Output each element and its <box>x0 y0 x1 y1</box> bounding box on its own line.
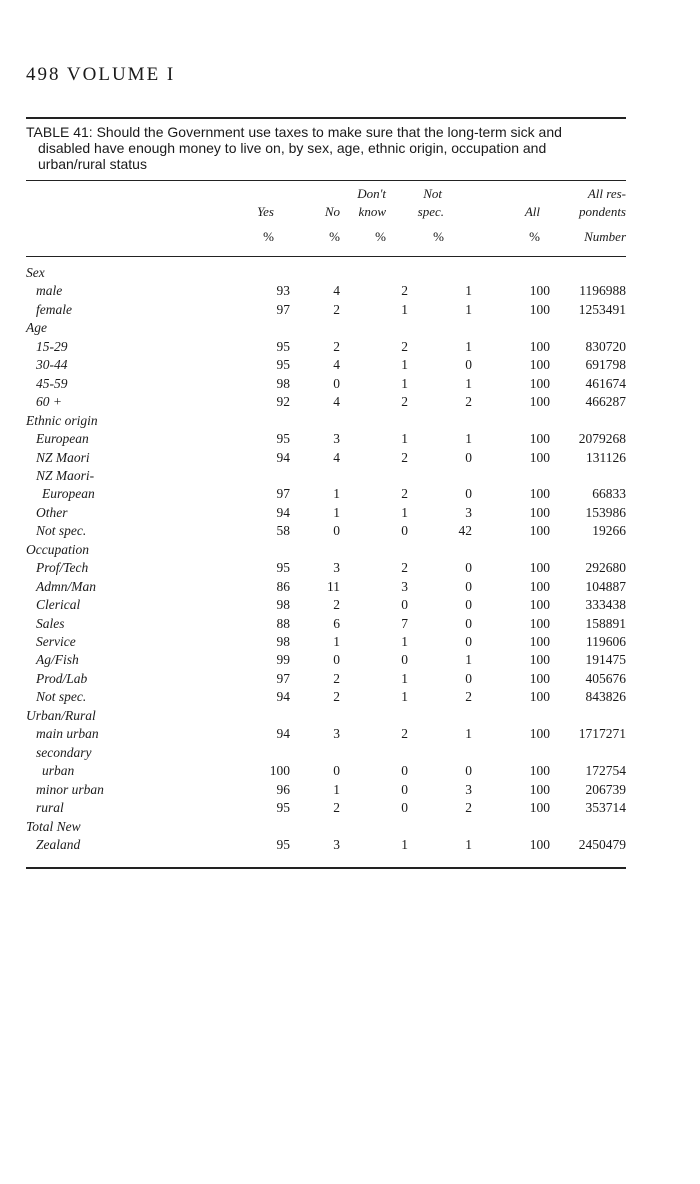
cell-yes: 95 <box>276 357 290 373</box>
table-group-row <box>26 319 626 337</box>
cell-dont-know: 1 <box>401 670 408 686</box>
cell-yes: 99 <box>276 652 290 668</box>
cell-all: 100 <box>529 597 550 613</box>
cell-dont-know: 7 <box>401 615 408 631</box>
col-header-all-pct: % <box>529 229 540 244</box>
row-label: European <box>42 486 95 502</box>
cell-number: 405676 <box>585 670 626 686</box>
cell-number: 66833 <box>592 486 626 502</box>
cell-dont-know: 0 <box>401 652 408 668</box>
cell-all: 100 <box>529 634 550 649</box>
table-row <box>26 301 626 319</box>
row-label: Clerical <box>36 597 81 613</box>
cell-all: 100 <box>529 726 550 742</box>
cell-number: 131126 <box>586 449 626 465</box>
cell-yes: 96 <box>276 781 290 797</box>
cell-yes: 94 <box>276 726 290 742</box>
table-row <box>26 467 626 485</box>
cell-all: 100 <box>529 338 550 354</box>
table-group-row <box>26 818 626 836</box>
cell-not-spec: 2 <box>465 800 472 816</box>
row-label: Admn/Man <box>36 578 96 594</box>
cell-dont-know: 3 <box>401 578 408 594</box>
cell-yes: 92 <box>276 394 290 410</box>
cell-number: 206739 <box>585 781 626 797</box>
cell-number: 843826 <box>585 689 626 705</box>
cell-yes: 58 <box>276 523 290 539</box>
cell-no: 4 <box>333 449 340 465</box>
row-label: Other <box>36 504 68 520</box>
cell-not-spec: 1 <box>465 301 472 317</box>
cell-not-spec: 0 <box>465 486 472 502</box>
row-label: rural <box>36 800 64 816</box>
cell-number: 158891 <box>585 615 626 631</box>
table-group-row <box>26 541 626 559</box>
row-label: Sales <box>36 615 65 631</box>
cell-dont-know: 1 <box>401 301 408 317</box>
row-label: main urban <box>36 726 99 742</box>
cell-all: 100 <box>529 431 550 447</box>
cell-number: 19266 <box>592 523 626 539</box>
cell-no: 4 <box>333 357 340 373</box>
cell-not-spec: 0 <box>465 449 472 465</box>
cell-number: 191475 <box>585 652 626 668</box>
cell-number: 691798 <box>585 357 626 373</box>
cell-no: 2 <box>333 689 340 705</box>
row-label: male <box>36 283 63 299</box>
cell-yes: 94 <box>276 449 290 465</box>
cell-no: 0 <box>333 652 340 668</box>
row-label: 15-29 <box>36 338 68 354</box>
cell-all: 100 <box>529 560 550 576</box>
cell-number: 172754 <box>585 763 626 779</box>
cell-dont-know: 2 <box>401 394 408 410</box>
cell-dont-know: 2 <box>401 338 408 354</box>
table-caption <box>26 124 626 172</box>
cell-no: 4 <box>333 394 340 410</box>
caption-line-3: urban/rural status <box>38 156 147 172</box>
cell-no: 2 <box>333 670 340 686</box>
cell-no: 1 <box>333 504 340 520</box>
cell-dont-know: 1 <box>401 634 408 649</box>
cell-dont-know: 2 <box>401 283 408 299</box>
cell-no: 2 <box>333 597 340 613</box>
cell-dont-know: 2 <box>401 560 408 576</box>
cell-dont-know: 1 <box>401 357 408 373</box>
table-row <box>26 578 626 596</box>
cell-dont-know: 0 <box>401 781 408 797</box>
cell-yes: 95 <box>276 560 290 576</box>
col-header-no: No <box>324 204 340 219</box>
row-label: NZ Maori- <box>36 467 95 483</box>
cell-no: 2 <box>333 338 340 354</box>
col-header-number: Number <box>584 229 626 244</box>
table-row <box>26 781 626 799</box>
cell-all: 100 <box>529 504 550 520</box>
cell-all: 100 <box>529 836 550 852</box>
row-label: urban <box>42 763 75 779</box>
cell-dont-know: 1 <box>401 689 408 705</box>
cell-all: 100 <box>529 689 550 705</box>
cell-not-spec: 2 <box>465 394 472 410</box>
col-header-dont-know-pct: % <box>375 229 386 244</box>
row-label: Age <box>26 320 47 336</box>
cell-all: 100 <box>529 486 550 502</box>
cell-dont-know: 2 <box>401 726 408 742</box>
cell-yes: 88 <box>276 615 290 631</box>
table-row <box>26 799 626 817</box>
cell-yes: 97 <box>276 301 290 317</box>
row-label: Prod/Lab <box>36 670 88 686</box>
col-header-yes: Yes <box>257 204 274 219</box>
row-label: Total New <box>26 818 81 834</box>
cell-not-spec: 1 <box>465 836 472 852</box>
cell-not-spec: 0 <box>465 597 472 613</box>
row-label: Zealand <box>36 836 81 852</box>
cell-number: 153986 <box>585 504 626 520</box>
cell-yes: 98 <box>276 634 290 649</box>
cell-yes: 97 <box>276 486 290 502</box>
cell-not-spec: 42 <box>458 523 472 539</box>
cell-number: 1196988 <box>579 283 626 299</box>
table-row <box>26 282 626 300</box>
table-bottom-rule <box>26 867 626 869</box>
row-label: female <box>36 301 72 317</box>
cell-all: 100 <box>529 301 550 317</box>
cell-not-spec: 2 <box>465 689 472 705</box>
table-row <box>26 596 626 614</box>
table-row <box>26 725 626 743</box>
row-label: NZ Maori <box>36 449 90 465</box>
cell-dont-know: 1 <box>401 431 408 447</box>
table-row <box>26 615 626 633</box>
header-bottom-rule <box>26 256 626 257</box>
row-label: minor urban <box>36 781 104 797</box>
cell-all: 100 <box>529 652 550 668</box>
cell-not-spec: 1 <box>465 338 472 354</box>
cell-dont-know: 2 <box>401 486 408 502</box>
cell-dont-know: 0 <box>401 523 408 539</box>
cell-dont-know: 1 <box>401 375 408 391</box>
cell-no: 3 <box>333 431 340 447</box>
row-label: European <box>36 431 89 447</box>
cell-all: 100 <box>529 670 550 686</box>
row-label: Not spec. <box>36 523 87 539</box>
cell-all: 100 <box>529 578 550 594</box>
row-label: Sex <box>26 265 45 280</box>
cell-not-spec: 1 <box>465 375 472 391</box>
table-row <box>26 762 626 780</box>
cell-not-spec: 0 <box>465 634 472 649</box>
cell-number: 2079268 <box>578 431 626 447</box>
cell-dont-know: 2 <box>401 449 408 465</box>
cell-yes: 94 <box>276 504 290 520</box>
cell-yes: 94 <box>276 689 290 705</box>
cell-number: 333438 <box>585 597 626 613</box>
cell-dont-know: 0 <box>401 597 408 613</box>
cell-all: 100 <box>529 763 550 779</box>
cell-not-spec: 0 <box>465 615 472 631</box>
cell-not-spec: 1 <box>465 431 472 447</box>
cell-all: 100 <box>529 394 550 410</box>
cell-number: 2450479 <box>578 836 626 852</box>
cell-not-spec: 0 <box>465 357 472 373</box>
cell-no: 3 <box>333 836 340 852</box>
cell-dont-know: 1 <box>401 836 408 852</box>
col-header-yes-pct: % <box>263 229 274 244</box>
cell-no: 0 <box>333 523 340 539</box>
row-label: 60 + <box>36 394 62 410</box>
cell-all: 100 <box>529 375 550 391</box>
col-header-no-pct: % <box>329 229 340 244</box>
table-row <box>26 688 626 706</box>
cell-no: 4 <box>333 283 340 299</box>
row-label: Urban/Rural <box>26 707 96 723</box>
cell-number: 830720 <box>585 338 626 354</box>
table-group-row <box>26 707 626 725</box>
table-row <box>26 393 626 411</box>
cell-number: 353714 <box>585 800 626 816</box>
cell-number: 461674 <box>585 375 626 391</box>
row-label: Ethnic origin <box>26 412 98 428</box>
cell-no: 1 <box>333 486 340 502</box>
cell-not-spec: 1 <box>465 726 472 742</box>
table-row <box>26 485 626 503</box>
cell-number: 119606 <box>586 634 626 649</box>
table-row <box>26 651 626 669</box>
cell-all: 100 <box>529 449 550 465</box>
cell-not-spec: 0 <box>465 670 472 686</box>
cell-yes: 95 <box>276 800 290 816</box>
cell-no: 6 <box>333 615 340 631</box>
cell-not-spec: 1 <box>465 283 472 299</box>
cell-no: 3 <box>333 726 340 742</box>
table-row <box>26 449 626 467</box>
table-group-row <box>26 412 626 430</box>
cell-dont-know: 0 <box>401 763 408 779</box>
cell-yes: 95 <box>276 431 290 447</box>
table-group-row <box>26 264 626 282</box>
row-label: Occupation <box>26 541 89 557</box>
running-head: 498 VOLUME I <box>26 64 176 85</box>
cell-all: 100 <box>529 283 550 299</box>
col-header-all: All <box>524 204 540 219</box>
cell-number: 1717271 <box>578 726 626 742</box>
cell-all: 100 <box>529 357 550 373</box>
caption-line-1: Should the Government use taxes to make sure that the long-term sick and <box>96 124 562 140</box>
cell-no: 0 <box>333 375 340 391</box>
row-label: secondary <box>36 744 92 760</box>
cell-all: 100 <box>529 800 550 816</box>
cell-no: 3 <box>333 560 340 576</box>
header-rule <box>26 180 626 181</box>
col-header-dont-know-1: Don't <box>357 186 386 201</box>
col-header-all-resp-2: pondents <box>579 204 626 219</box>
table-row <box>26 559 626 577</box>
col-header-not-spec-1: Not <box>423 186 442 201</box>
table-row <box>26 356 626 374</box>
cell-no: 2 <box>333 800 340 816</box>
col-header-not-spec-2: spec. <box>417 204 444 219</box>
cell-not-spec: 3 <box>465 504 472 520</box>
row-label: Ag/Fish <box>36 652 79 668</box>
cell-number: 466287 <box>585 394 626 410</box>
cell-number: 1253491 <box>578 301 626 317</box>
cell-all: 100 <box>529 523 550 539</box>
cell-yes: 97 <box>276 670 290 686</box>
row-label: 45-59 <box>36 375 68 391</box>
cell-yes: 95 <box>276 836 290 852</box>
cell-number: 104887 <box>585 578 626 594</box>
cell-dont-know: 1 <box>401 504 408 520</box>
cell-yes: 95 <box>276 338 290 354</box>
table-row <box>26 430 626 448</box>
col-header-not-spec-pct: % <box>433 229 444 244</box>
table-top-rule <box>26 117 626 119</box>
cell-not-spec: 3 <box>465 781 472 797</box>
row-label: Service <box>36 634 76 649</box>
cell-no: 1 <box>333 634 340 649</box>
table-row <box>26 670 626 688</box>
table-row <box>26 836 626 854</box>
cell-yes: 86 <box>276 578 290 594</box>
caption-number: TABLE 41: <box>26 124 93 140</box>
col-header-all-resp-1: All res- <box>587 186 626 201</box>
cell-all: 100 <box>529 615 550 631</box>
row-label: 30-44 <box>36 357 68 373</box>
cell-all: 100 <box>529 781 550 797</box>
table-row <box>26 504 626 522</box>
table-row <box>26 744 626 762</box>
cell-no: 11 <box>327 578 340 594</box>
cell-dont-know: 0 <box>401 800 408 816</box>
table-row <box>26 522 626 540</box>
cell-no: 2 <box>333 301 340 317</box>
cell-yes: 93 <box>276 283 290 299</box>
cell-yes: 98 <box>276 375 290 391</box>
cell-not-spec: 1 <box>465 652 472 668</box>
table-row <box>26 375 626 393</box>
cell-not-spec: 0 <box>465 578 472 594</box>
caption-line-2: disabled have enough money to live on, by sex, age, ethnic origin, occupation and <box>38 140 547 156</box>
table-row <box>26 633 626 651</box>
col-header-dont-know-2: know <box>358 204 386 219</box>
cell-no: 1 <box>333 781 340 797</box>
row-label: Not spec. <box>36 689 87 705</box>
cell-number: 292680 <box>585 560 626 576</box>
cell-not-spec: 0 <box>465 560 472 576</box>
cell-no: 0 <box>333 763 340 779</box>
table-row <box>26 338 626 356</box>
cell-not-spec: 0 <box>465 763 472 779</box>
cell-yes: 100 <box>269 763 290 779</box>
row-label: Prof/Tech <box>36 560 89 576</box>
cell-yes: 98 <box>276 597 290 613</box>
